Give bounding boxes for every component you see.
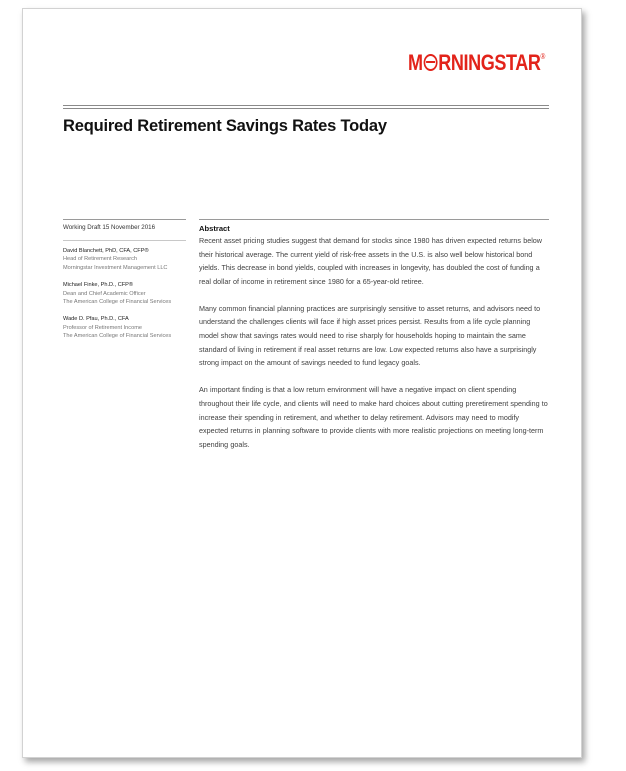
abstract-divider (199, 219, 549, 220)
sidebar-divider-2 (63, 240, 186, 241)
author-name: Michael Finke, Ph.D., CFP® (63, 282, 134, 289)
abstract-paragraph: Many common financial planning practices are surprisingly sensitive to asset returns, and advisors need to understand the challenges clients will face if high asset prices persist. Results from a life cycle planning model show that savings rates would need to rise sharply for households hoping to maintain the same standard of living in retirement if real asset returns are low. Low expected returns also have a surprisingly strong impact on the amount of savings needed to fund legacy goals. (199, 303, 541, 368)
author-block (63, 247, 186, 272)
logo-text-end: RNINGSTAR (438, 50, 541, 75)
author-block (63, 281, 186, 306)
morningstar-logo (408, 45, 545, 75)
author-title: Head of Retirement Research (63, 256, 137, 263)
author-title: Professor of Retirement Income (63, 324, 142, 331)
document-page (22, 8, 582, 758)
sidebar-meta (63, 219, 186, 341)
author-org: Morningstar Investment Management LLC (63, 264, 168, 271)
abstract-section (199, 219, 549, 465)
author-org: The American College of Financial Services (63, 333, 172, 340)
author-title: Dean and Chief Academic Officer (63, 290, 146, 297)
abstract-paragraph: Recent asset pricing studies suggest that demand for stocks since 1980 has driven expected returns below their historical average. The current yield of risk-free assets in the U.S. is also well below historical bond yields. This decrease in bond yields, coupled with increases in longevity, has doubled the cost of funding a real dollar of income in retirement since 1980 for a 65-year-old retiree. (199, 236, 542, 286)
sidebar-divider (63, 219, 186, 220)
logo-text-start: M (408, 50, 423, 75)
header-divider (63, 105, 549, 109)
author-name: David Blanchett, PhD, CFA, CFP® (63, 248, 149, 254)
author-block (63, 315, 186, 340)
page-title: Required Retirement Savings Rates Today (63, 117, 387, 135)
abstract-heading: Abstract (199, 224, 230, 233)
author-org: The American College of Financial Services (63, 299, 172, 306)
abstract-paragraph: An important finding is that a low return environment will have a negative impact on client spending throughout their life cycle, and clients will need to make hard choices about cutting preretirement spending to increase their spending in retirement, and whether to delay retirement. Advisors may need to modify expected returns in planning software to provide clients with more realistic projections on meeting long-term spending goals. (199, 385, 548, 449)
working-draft-date: Working Draft 15 November 2016 (63, 224, 156, 231)
author-name: Wade D. Pfau, Ph.D., CFA (63, 316, 129, 323)
logo-globe-icon (424, 54, 438, 71)
registered-mark: ® (540, 52, 545, 61)
